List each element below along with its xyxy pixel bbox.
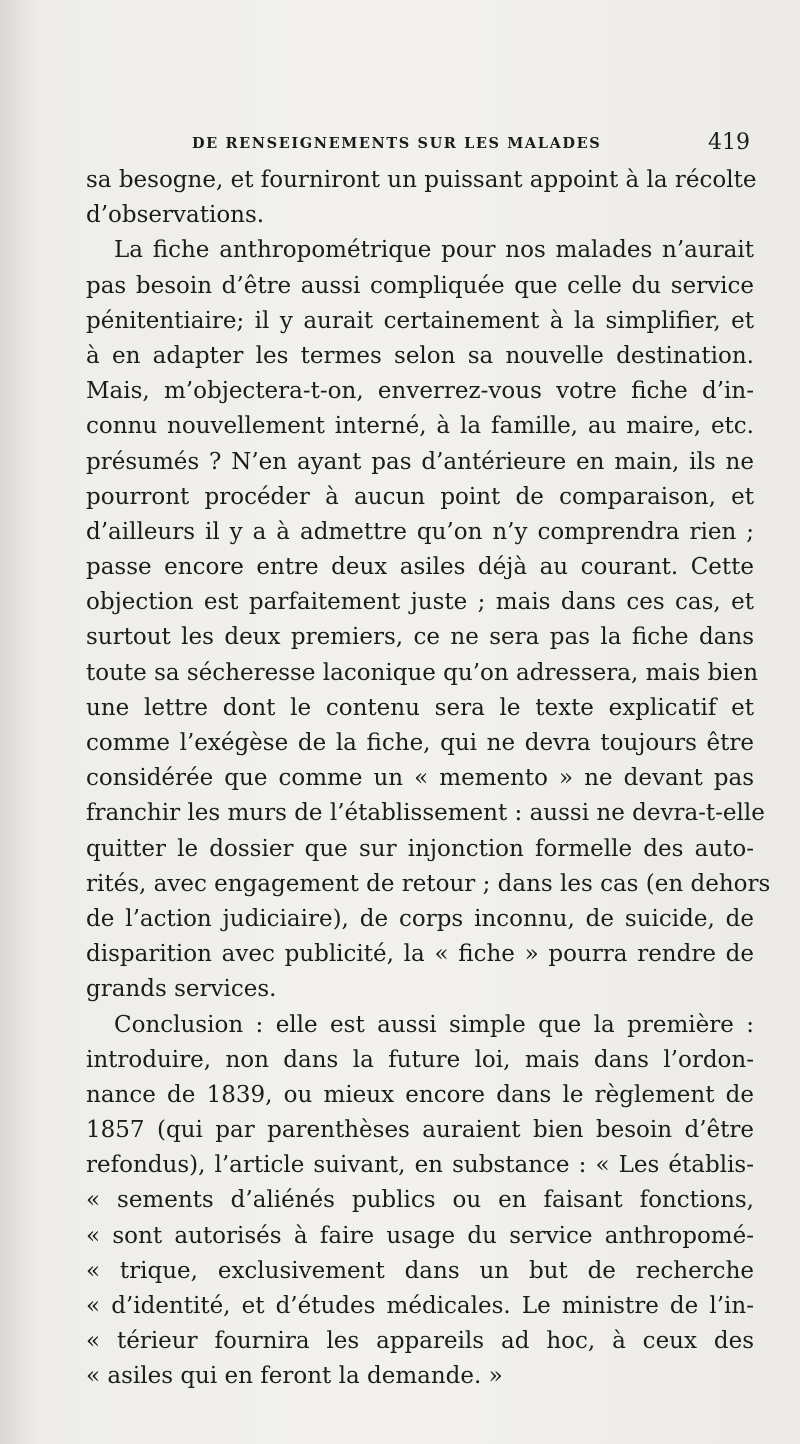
text-line: de l’action judiciaire), de corps inconnu, de suicide, de	[86, 905, 754, 932]
text-line: à en adapter les termes selon sa nouvelle destination.	[86, 342, 754, 369]
page-header	[0, 130, 800, 160]
text-line: grands services.	[86, 976, 277, 1003]
running-head: DE RENSEIGNEMENTS SUR LES MALADES	[192, 135, 602, 152]
text-line: une lettre dont le contenu sera le texte explicatif et	[86, 694, 754, 721]
text-line: pourront procéder à aucun point de comparaison, et	[86, 483, 754, 510]
text-line: surtout les deux premiers, ce ne sera pas la fiche dans	[86, 624, 754, 651]
text-line: 1857 (qui par parenthèses auraient bien besoin d’être	[86, 1117, 754, 1144]
text-line: connu nouvellement interné, à la famille, au maire, etc.	[86, 413, 754, 440]
text-line: pénitentiaire; il y aurait certainement à la simplifier, et	[86, 307, 754, 334]
text-line: rités, avec engagement de retour ; dans les cas (en dehors	[86, 870, 771, 897]
text-line: refondus), l’article suivant, en substance : « Les établis-	[86, 1152, 754, 1179]
text-line: comme l’exégèse de la fiche, qui ne devra toujours être	[86, 730, 754, 756]
text-line: « sements d’aliénés publics ou en faisant fonctions,	[86, 1187, 754, 1214]
text-line: Conclusion : elle est aussi simple que la première :	[114, 1011, 754, 1038]
text-line: « sont autorisés à faire usage du service anthropomé-	[86, 1222, 754, 1249]
text-line: nance de 1839, ou mieux encore dans le règlement de	[86, 1081, 754, 1108]
text-line: introduire, non dans la future loi, mais dans l’ordon-	[86, 1046, 754, 1073]
page-number: 419	[708, 130, 750, 155]
text-line: toute sa sécheresse laconique qu’on adressera, mais bien	[86, 659, 759, 686]
text-line: La fiche anthropométrique pour nos malades n’aurait	[114, 237, 754, 264]
text-line: franchir les murs de l’établissement : aussi ne devra-t-elle	[86, 800, 765, 827]
text-line: considérée que comme un « memento » ne devant pas	[86, 765, 754, 792]
text-line: Mais, m’objectera-t-on, enverrez-vous votre fiche d’in-	[86, 378, 754, 405]
text-line: d’ailleurs il y a à admettre qu’on n’y comprendra rien ;	[86, 518, 754, 545]
text-line: « térieur fournira les appareils ad hoc, à ceux des	[86, 1328, 754, 1355]
text-line: d’observations.	[86, 202, 265, 229]
text-line: présumés ? N’en ayant pas d’antérieure en main, ils ne	[86, 448, 754, 475]
text-line: « d’identité, et d’études médicales. Le ministre de l’in-	[86, 1293, 754, 1319]
text-line: quitter le dossier que sur injonction formelle des auto-	[86, 835, 754, 862]
text-line: pas besoin d’être aussi compliquée que celle du service	[86, 272, 754, 299]
text-line: objection est parfaitement juste ; mais dans ces cas, et	[86, 589, 754, 616]
text-line: « trique, exclusivement dans un but de recherche	[86, 1257, 754, 1284]
text-line: disparition avec publicité, la « fiche » pourra rendre de	[86, 941, 754, 968]
text-line: passe encore entre deux asiles déjà au courant. Cette	[86, 554, 754, 581]
body-text	[86, 163, 771, 1395]
text-line: « asiles qui en feront la demande. »	[86, 1363, 503, 1390]
text-line: sa besogne, et fourniront un puissant appoint à la récolte	[86, 167, 757, 193]
